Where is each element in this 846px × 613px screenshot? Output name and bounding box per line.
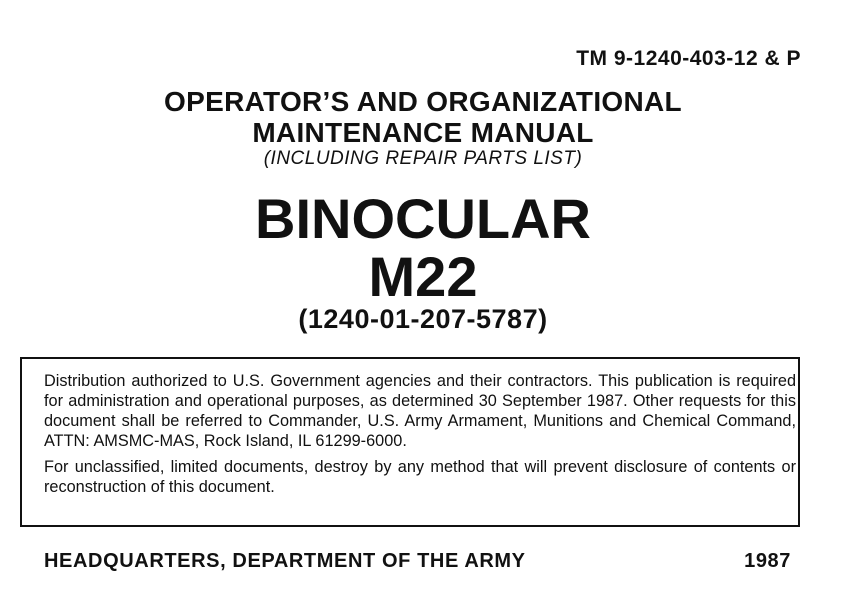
publication-year: 1987: [744, 550, 791, 572]
national-stock-number: (1240-01-207-5787): [298, 304, 548, 334]
item-name: BINOCULAR: [255, 187, 591, 250]
manual-header: [0, 86, 846, 170]
manual-subtitle: (INCLUDING REPAIR PARTS LIST): [263, 148, 583, 169]
destruction-notice: For unclassified, limited documents, destroy by any method that will prevent disclosure of contents or reconstruction of this document.: [44, 458, 796, 496]
distribution-statement: Distribution authorized to U.S. Government agencies and their contractors. This publication is required for administration and operational purposes, as determined 30 September 1987. Other requests for this document shall be referred to Commander, U.S. Army Armament, Munitions and Chemical Command, ATTN: AMSMC-MAS, Rock Island, IL 61299-6000.: [44, 372, 796, 450]
item-model: M22: [368, 245, 478, 308]
manual-title-line-2: MAINTENANCE MANUAL: [252, 117, 594, 148]
tm-number: TM 9-1240-403-12 & P: [576, 47, 801, 70]
manual-title-line-1: OPERATOR’S AND ORGANIZATIONAL: [164, 86, 682, 117]
issuing-organization: HEADQUARTERS, DEPARTMENT OF THE ARMY: [44, 550, 526, 572]
distribution-statement-box: [20, 357, 800, 527]
